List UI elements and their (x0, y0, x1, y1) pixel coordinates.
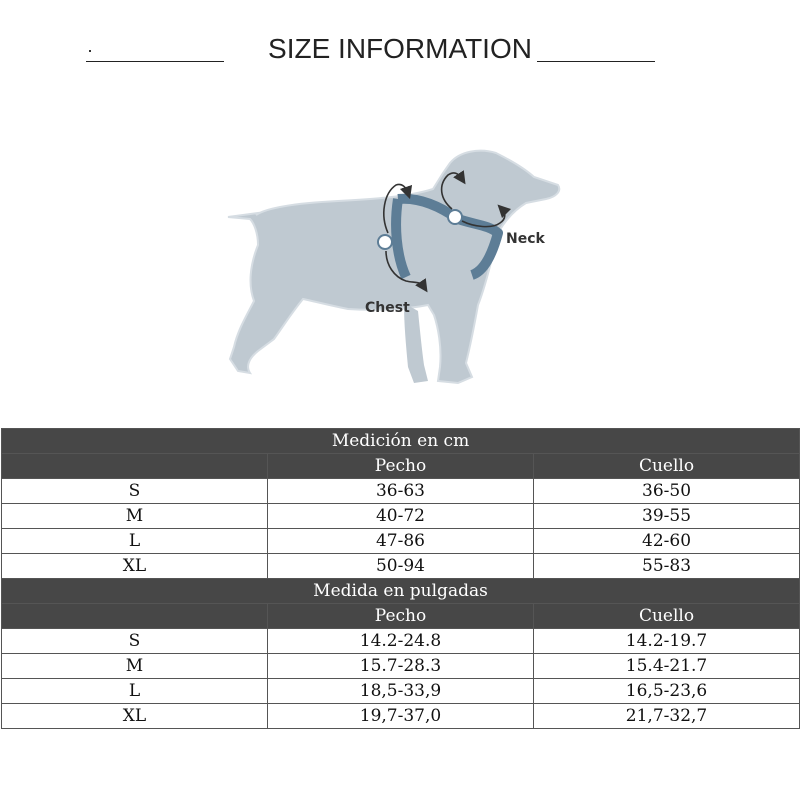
size-cell: XL (2, 704, 268, 729)
neck-cell: 36-50 (534, 479, 800, 504)
neck-label: Neck (506, 231, 545, 247)
chest-cell: 14.2-24.8 (268, 629, 534, 654)
title-row (0, 30, 800, 74)
page-title: SIZE INFORMATION (268, 33, 532, 64)
table-row (2, 704, 800, 729)
chest-ring (378, 235, 392, 249)
column-header-chest: Pecho (268, 604, 534, 629)
column-header-size (2, 454, 268, 479)
column-header-size (2, 604, 268, 629)
chest-cell: 36-63 (268, 479, 534, 504)
chest-cell: 19,7-37,0 (268, 704, 534, 729)
neck-cell: 21,7-32,7 (534, 704, 800, 729)
neck-cell: 16,5-23,6 (534, 679, 800, 704)
size-cell: M (2, 654, 268, 679)
chest-label: Chest (365, 300, 410, 316)
neck-cell: 15.4-21.7 (534, 654, 800, 679)
size-cell: L (2, 529, 268, 554)
size-cell: XL (2, 554, 268, 579)
table-row (2, 529, 800, 554)
chest-cell: 15.7-28.3 (268, 654, 534, 679)
table-row (2, 504, 800, 529)
table-row (2, 479, 800, 504)
table-row (2, 654, 800, 679)
column-header-neck: Cuello (534, 454, 800, 479)
size-cell: S (2, 479, 268, 504)
neck-cell: 14.2-19.7 (534, 629, 800, 654)
neck-cell: 39-55 (534, 504, 800, 529)
chest-cell: 50-94 (268, 554, 534, 579)
neck-cell: 42-60 (534, 529, 800, 554)
dog-illustration-svg (88, 115, 668, 405)
size-cell: L (2, 679, 268, 704)
section-title-cm: Medición en cm (2, 429, 800, 454)
title-rule-right (537, 61, 655, 62)
size-cell: M (2, 504, 268, 529)
chest-cell: 40-72 (268, 504, 534, 529)
column-header-chest: Pecho (268, 454, 534, 479)
section-title-inches: Medida en pulgadas (2, 579, 800, 604)
column-header-row (2, 454, 800, 479)
chest-cell: 47-86 (268, 529, 534, 554)
section-header-cm (2, 429, 800, 454)
neck-ring (448, 210, 462, 224)
table-row (2, 554, 800, 579)
chest-cell: 18,5-33,9 (268, 679, 534, 704)
table-row (2, 679, 800, 704)
neck-cell: 55-83 (534, 554, 800, 579)
section-header-inches (2, 579, 800, 604)
column-header-row (2, 604, 800, 629)
size-cell: S (2, 629, 268, 654)
size-table (1, 428, 800, 729)
column-header-neck: Cuello (534, 604, 800, 629)
table-row (2, 629, 800, 654)
dog-harness-illustration (88, 115, 668, 405)
